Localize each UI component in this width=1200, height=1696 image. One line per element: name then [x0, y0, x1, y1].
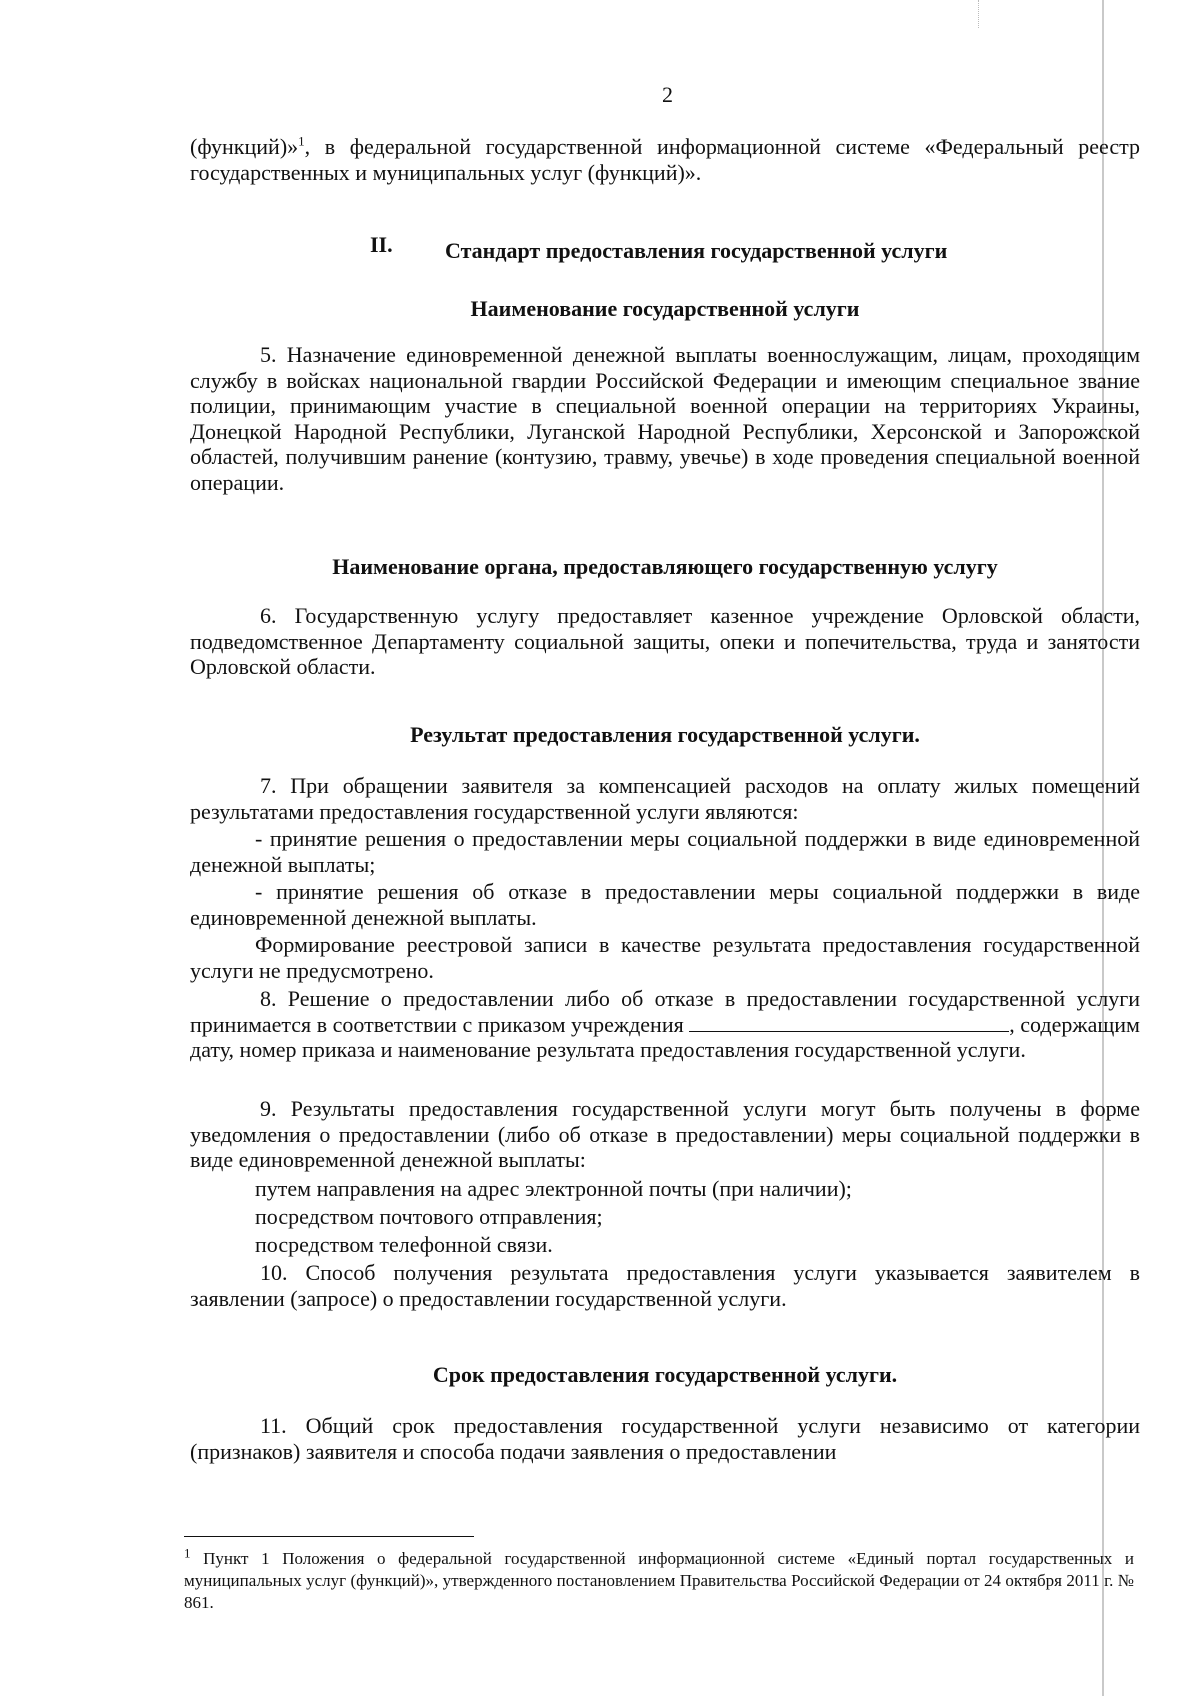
paragraph-7-registry: Формирование реестровой записи в качестве результата предоставления государственной услуги не предусмотрено. — [190, 932, 1140, 983]
paragraph-8 — [190, 986, 1140, 1063]
page-number: 2 — [662, 82, 673, 107]
paragraph-9-item-2: посредством почтового отправления; — [255, 1204, 603, 1229]
paragraph-7-item-2: - принятие решения об отказе в предоставлении меры социальной поддержки в виде единовременной денежной выплаты. — [190, 879, 1140, 930]
section-title: Стандарт предоставления государственной услуги — [445, 238, 948, 263]
paragraph-9-item-3: посредством телефонной связи. — [255, 1232, 553, 1257]
paragraph-6: 6. Государственную услугу предоставляет казенное учреждение Орловской области, подведомственное Департаменту социальной защиты, опеки и попечительства, труда и занятости Орловской области. — [190, 603, 1140, 679]
heading-authority: Наименование органа, предоставляющего государственную услугу — [332, 554, 998, 579]
footnote-reference[interactable]: 1 — [298, 133, 305, 149]
heading-term: Срок предоставления государственной услуги. — [432, 1362, 898, 1387]
footnote-mark: 1 — [184, 1545, 191, 1561]
paragraph-8-start: 8. Решение о предоставлении либо об отказе в предоставлении государственной услуги принимается в соответствии с приказом учреждения — [190, 986, 1140, 1037]
intro-text-before: (функций)» — [190, 134, 299, 159]
paragraph-5: 5. Назначение единовременной денежной выплаты военнослужащим, лицам, проходящим службу в войсках национальной гвардии Российской Федерации и имеющим специальное звание полиции, принимающим участие в специальной военной операции на территориях Украины, Донецкой Народной Республики, Луганской Народной Республики, Херсонской и Запорожской областей, получившим ранение (контузию, травму, увечье) в ходе проведения специальной военной операции. — [190, 342, 1140, 495]
paragraph-7-item-1: - принятие решения о предоставлении меры социальной поддержки в виде единовременной денежной выплаты; — [190, 826, 1140, 877]
paragraph-8-end: , содержащим дату, номер приказа и наименование результата предоставления государственной услуги. — [190, 1011, 1140, 1062]
footnote-text: Пункт 1 Положения о федеральной государственной информационной системе «Единый портал государственных и муниципальных услуг (функций)», утвержденного постановлением Правительства Российской Федерации от 24 октября 2011 г. № 861. — [184, 1549, 1134, 1612]
footnote-separator — [184, 1536, 474, 1537]
order-blank-line — [689, 1015, 1009, 1032]
heading-service-name: Наименование государственной услуги — [470, 296, 860, 321]
paragraph-9: 9. Результаты предоставления государственной услуги могут быть получены в форме уведомления о предоставлении (либо об отказе в предоставлении) меры социальной поддержки в виде единовременной денежной выплаты: — [190, 1096, 1140, 1172]
paragraph-9-item-1: путем направления на адрес электронной почты (при наличии); — [255, 1176, 852, 1201]
intro-text-after: , в федеральной государственной информационной системе «Федеральный реестр государственных и муниципальных услуг (функций)». — [190, 134, 1140, 185]
heading-result: Результат предоставления государственной услуги. — [410, 722, 920, 747]
section-number: II. — [370, 232, 393, 257]
scan-dots — [978, 0, 980, 28]
intro-paragraph — [190, 134, 1140, 185]
paragraph-11: 11. Общий срок предоставления государственной услуги независимо от категории (признаков) заявителя и способа подачи заявления о предоставлении — [190, 1413, 1140, 1464]
paragraph-7: 7. При обращении заявителя за компенсацией расходов на оплату жилых помещений результатами предоставления государственной услуги являются: — [190, 773, 1140, 824]
paragraph-10: 10. Способ получения результата предоставления услуги указывается заявителем в заявлении (запросе) о предоставлении государственной услуги. — [190, 1260, 1140, 1311]
footnote — [184, 1545, 1134, 1614]
